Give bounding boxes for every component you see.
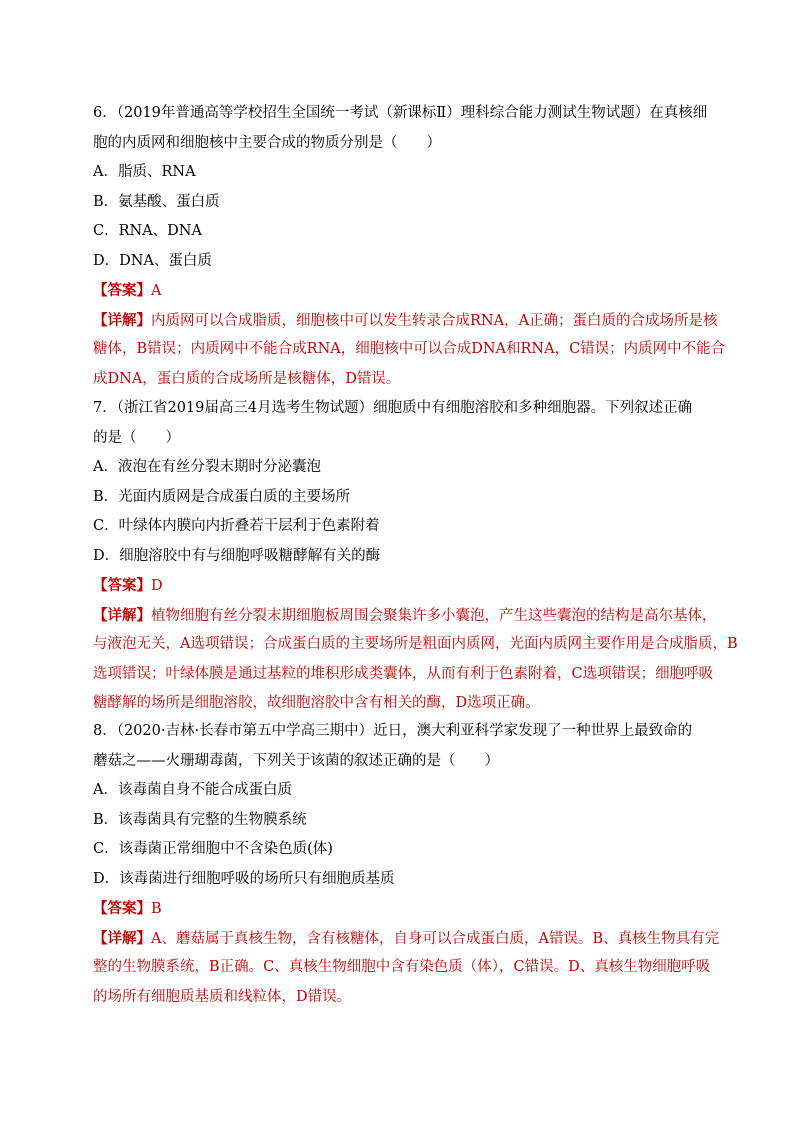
option-b: B．该毒菌具有完整的生物膜系统 (93, 811, 307, 828)
option-d: D．细胞溶胶中有与细胞呼吸糖酵解有关的酶 (93, 547, 381, 564)
answer-value: D (151, 578, 163, 594)
option-a: A．液泡在有丝分裂末期时分泌囊泡 (93, 459, 321, 475)
answer-value: B (151, 901, 162, 917)
question-stem: 蘑菇之——火珊瑚毒菌，下列关于该菌的叙述正确的是（ ） (93, 752, 499, 769)
answer-line (93, 571, 723, 601)
option-a: A．该毒菌自身不能合成蛋白质 (93, 782, 292, 798)
detail-label: 【详解】 (93, 311, 151, 329)
option-d: D．DNA、蛋白质 (93, 252, 212, 269)
detail-line (93, 601, 723, 631)
answer-value: A (151, 283, 162, 299)
question-stem: 的是（ ） (93, 429, 180, 446)
detail-text: 的场所有细胞质基质和线粒体，D错误。 (93, 988, 352, 1005)
answer-line (93, 276, 723, 306)
answer-label: 【答案】 (93, 577, 151, 594)
option-c: C．该毒菌正常细胞中不含染色质(体) (93, 841, 333, 857)
detail-text: 整的生物膜系统，B正确。C、真核生物细胞中含有染色质（体），C错误。D、真核生物细胞呼吸 (93, 959, 711, 975)
detail-label: 【详解】 (93, 606, 151, 624)
detail-text: 糖体，B错误；内质网中不能合成RNA，细胞核中可以合成DNA和RNA，C错误；内质网中不能合 (93, 341, 726, 357)
question-7 (93, 394, 738, 719)
detail-line (93, 306, 723, 336)
option-c: C．叶绿体内膜向内折叠若干层利于色素附着 (93, 518, 380, 534)
question-stem: 6．（2019年普通高等学校招生全国统一考试（新课标Ⅱ）理科综合能力测试生物试题）在真核细 (93, 105, 708, 121)
question-stem: 8．（2020·吉林·长春市第五中学高三期中）近日，澳大利亚科学家发现了一种世界上最致命的 (93, 723, 693, 739)
detail-text: 与液泡无关，A选项错误；合成蛋白质的主要场所是粗面内质网，光面内质网主要作用是合成脂质，B (93, 636, 738, 652)
question-stem: 7．（浙江省2019届高三4月选考生物试题）细胞质中有细胞溶胶和多种细胞器。下列叙述正确 (93, 400, 693, 416)
option-d: D．该毒菌进行细胞呼吸的场所只有细胞质基质 (93, 870, 395, 887)
option-a: A．脂质、RNA (93, 164, 196, 180)
detail-text: 糖酵解的场所是细胞溶胶，故细胞溶胶中含有相关的酶，D选项正确。 (93, 695, 540, 711)
option-c: C．RNA、DNA (93, 223, 202, 239)
detail-label: 【详解】 (93, 929, 151, 947)
answer-label: 【答案】 (93, 282, 151, 299)
option-b: B．光面内质网是合成蛋白质的主要场所 (93, 488, 351, 505)
question-stem: 胞的内质网和细胞核中主要合成的物质分别是（ ） (93, 134, 441, 151)
answer-line (93, 894, 723, 924)
answer-label: 【答案】 (93, 900, 151, 917)
detail-text: A、蘑菇属于真核生物，含有核糖体，自身可以合成蛋白质，A错误。B、真核生物具有完 (151, 930, 720, 947)
detail-text: 植物细胞有丝分裂末期细胞板周围会聚集许多小囊泡，产生这些囊泡的结构是高尔基体， (151, 607, 717, 624)
detail-text: 内质网可以合成脂质，细胞核中可以发生转录合成RNA，A正确；蛋白质的合成场所是核 (151, 312, 718, 329)
option-b: B．氨基酸、蛋白质 (93, 193, 220, 210)
detail-text: 成DNA，蛋白质的合成场所是核糖体，D错误。 (93, 370, 401, 387)
question-8 (93, 717, 723, 1012)
detail-line (93, 924, 723, 954)
question-6 (93, 99, 726, 394)
detail-text: 选项错误；叶绿体膜是通过基粒的堆积形成类囊体，从而有利于色素附着，C选项错误；细胞呼吸 (93, 665, 714, 682)
